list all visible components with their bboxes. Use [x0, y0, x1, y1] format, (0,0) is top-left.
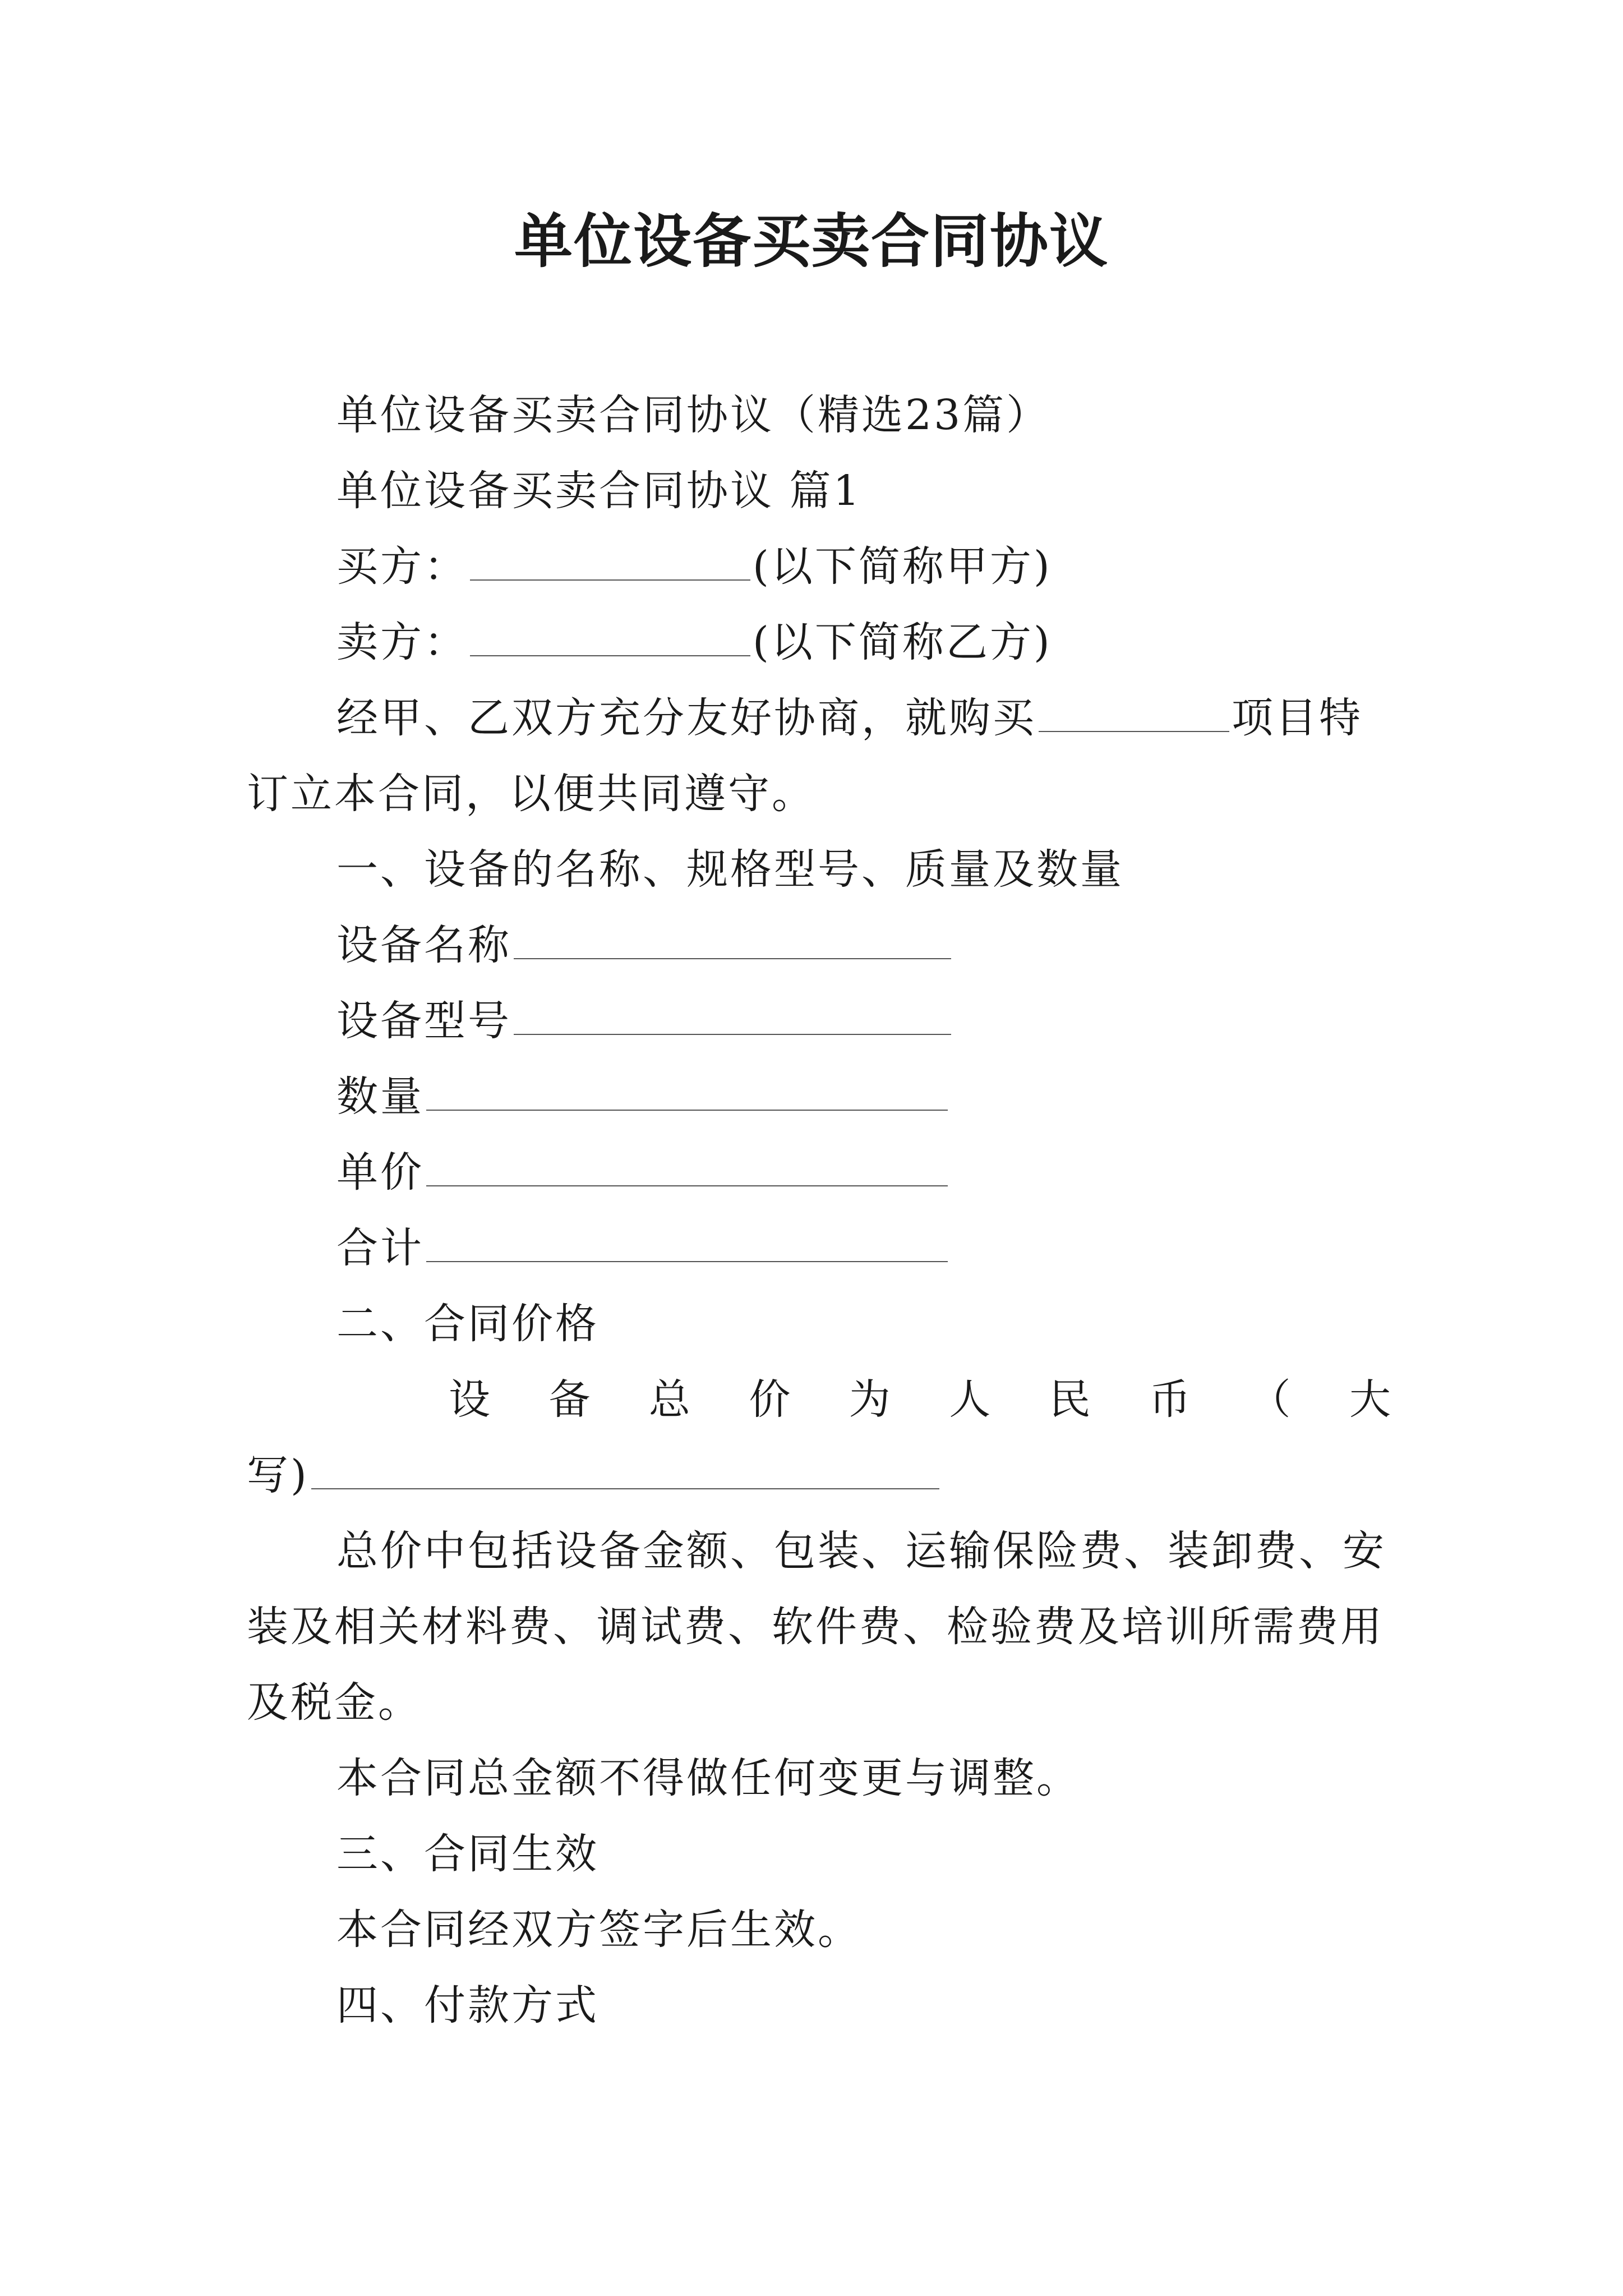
quantity-blank[interactable]: [426, 1070, 948, 1111]
device-name-blank[interactable]: [514, 919, 951, 959]
field-label: 数量: [336, 1073, 424, 1121]
seller-line: [336, 614, 1052, 670]
unit-price-blank[interactable]: [426, 1146, 948, 1186]
intro-part2: 项目特: [1232, 694, 1363, 742]
seller-suffix: (以下简称乙方): [753, 618, 1052, 666]
total-char: 人: [949, 1375, 991, 1424]
total-char: 备: [548, 1375, 591, 1424]
total-price-tail: [247, 1447, 942, 1503]
field-label: 合计: [336, 1224, 424, 1272]
buyer-suffix: (以下简称甲方): [753, 542, 1052, 591]
buyer-label: 买方：: [336, 542, 468, 591]
device-model-blank[interactable]: [514, 995, 951, 1035]
total-price-line: [449, 1372, 1391, 1428]
section3-body: 本合同经双方签字后生效。: [336, 1906, 861, 1954]
total-char: 为: [849, 1375, 891, 1424]
field-label: 设备型号: [336, 997, 511, 1045]
document-title: 单位设备买卖合同协议: [514, 206, 1109, 275]
total-char: 设: [449, 1375, 490, 1424]
total-price-blank[interactable]: [311, 1449, 939, 1489]
total-char: 价: [749, 1375, 791, 1424]
section3-heading: 三、合同生效: [336, 1830, 599, 1878]
project-blank[interactable]: [1039, 692, 1229, 732]
total-char: 币: [1149, 1375, 1191, 1424]
total-blank[interactable]: [426, 1222, 948, 1262]
field-device-model: [336, 993, 953, 1049]
field-device-name: [336, 917, 953, 973]
field-label: 设备名称: [336, 921, 511, 969]
total-char: （: [1249, 1375, 1291, 1424]
seller-label: 卖方：: [336, 618, 468, 666]
subtitle: 单位设备买卖合同协议（精选23篇）: [336, 391, 1050, 439]
intro-line-2: 订立本合同，以便共同遵守。: [247, 770, 815, 818]
total-tail-label: 写): [247, 1451, 309, 1499]
field-quantity: [336, 1069, 950, 1125]
buyer-line: [336, 539, 1052, 595]
section4-heading: 四、付款方式: [336, 1981, 599, 2030]
chapter-heading: 单位设备买卖合同协议 篇1: [336, 467, 862, 515]
fixed-amount-clause: 本合同总金额不得做任何变更与调整。: [336, 1754, 1080, 1802]
section2-heading: 二、合同价格: [336, 1300, 599, 1348]
field-total: [336, 1220, 950, 1276]
price-paragraph-line-1: 总价中包括设备金额、包装、运输保险费、装卸费、安: [336, 1527, 1386, 1575]
field-label: 单价: [336, 1148, 424, 1197]
section1-heading: 一、设备的名称、规格型号、质量及数量: [336, 845, 1124, 894]
price-paragraph-line-3: 及税金。: [247, 1678, 422, 1727]
total-char: 总: [648, 1375, 690, 1424]
buyer-blank[interactable]: [470, 540, 750, 581]
total-char: 民: [1049, 1375, 1091, 1424]
intro-line-1: [336, 690, 1363, 746]
field-unit-price: [336, 1144, 950, 1200]
price-paragraph-line-2: 装及相关材料费、调试费、软件费、检验费及培训所需费用: [247, 1603, 1384, 1651]
seller-blank[interactable]: [470, 616, 750, 656]
total-char: 大: [1349, 1375, 1391, 1424]
intro-part1: 经甲、乙双方充分友好协商，就购买: [336, 694, 1036, 742]
